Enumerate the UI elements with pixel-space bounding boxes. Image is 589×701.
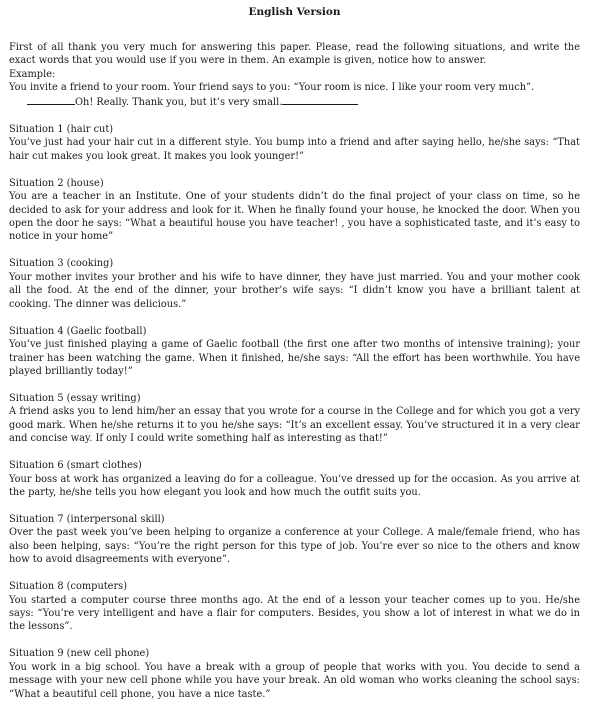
intro-text: First of all thank you very much for answering this paper. Please, read the following situations, and write the exact words that you would use if you were in them. An example is given, notice how to answer. <box>9 42 580 67</box>
situation-text: Your mother invites your brother and his wife to have dinner, they have just married. You and your mother cook all the food. At the end of the dinner, your brother’s wife says: “I didn’t know you have a brilliant talent at cooking. The dinner was delicious.” <box>9 271 580 310</box>
situation-2 <box>9 177 580 244</box>
example-label: Example: <box>9 68 56 80</box>
situation-text: You are a teacher in an Institute. One of your students didn’t do the final project of your class on time, so he decided to ask for your address and look for it. When he finally found your house, he knocked the door. When you open the door he says: “What a beautiful house you have teacher! , you have a sophisticated taste, and it’s easy to notice in your home” <box>9 191 580 243</box>
example-text: You invite a friend to your room. Your friend says to you: “Your room is nice. I like your room very much”. <box>9 82 535 94</box>
intro-section <box>9 41 580 109</box>
example-answer-line <box>9 95 580 109</box>
situation-heading: Situation 4 (Gaelic football) <box>9 325 147 337</box>
document-title: English Version <box>248 6 341 18</box>
situation-text: You’ve just finished playing a game of Gaelic football (the first one after two months of intensive training); your trainer has been watching the game. When it finished, he/she says: “All the effort has been worthwhile. You have played brilliantly today!” <box>9 339 580 377</box>
answer-blank-left <box>27 95 75 105</box>
situation-heading: Situation 7 (interpersonal skill) <box>9 513 165 525</box>
situation-heading: Situation 5 (essay writing) <box>9 392 141 404</box>
situation-8 <box>9 580 580 634</box>
situation-text: You work in a big school. You have a break with a group of people that works with you. You decide to send a message with your new cell phone while you have your break. An old woman who works cleaning the school says: “What a beautiful cell phone, you have a nice taste.” <box>9 661 580 700</box>
situation-9 <box>9 647 580 701</box>
situation-heading: Situation 3 (cooking) <box>9 258 114 270</box>
situation-6 <box>9 459 580 499</box>
situation-text: A friend asks you to lend him/her an essay that you wrote for a course in the College and for which you got a very good mark. When he/she returns it to you he/she says: “It’s an excellent essay. You’ve structured it in a very clear and concise way. If only I could write something half as interesting as that!” <box>9 406 580 445</box>
example-answer: Oh! Really. Thank you, but it’s very small. <box>75 96 283 108</box>
situation-1 <box>9 123 580 163</box>
situation-heading: Situation 8 (computers) <box>9 581 128 593</box>
situation-4 <box>9 325 580 379</box>
situation-heading: Situation 2 (house) <box>9 177 104 189</box>
situation-3 <box>9 257 580 311</box>
situation-text: Your boss at work has organized a leaving do for a colleague. You’ve dressed up for the occasion. As you arrive at the party, he/she tells you how elegant you look and how much the outfit suits you. <box>9 473 580 498</box>
situation-text: You’ve just had your hair cut in a different style. You bump into a friend and after saying hello, he/she says: “That hair cut makes you look great. It makes you look younger!” <box>9 137 580 162</box>
situation-7 <box>9 513 580 567</box>
situation-heading: Situation 1 (hair cut) <box>9 124 114 136</box>
situation-5 <box>9 392 580 446</box>
situation-heading: Situation 6 (smart clothes) <box>9 460 142 472</box>
answer-blank-right <box>282 95 358 105</box>
situation-text: You started a computer course three months ago. At the end of a lesson your teacher comes up to you. He/she says: “You’re very intelligent and have a flair for computers. Besides, you show a lot of interest in what we do in the lessons”. <box>9 594 580 633</box>
situation-heading: Situation 9 (new cell phone) <box>9 648 150 660</box>
situation-text: Over the past week you’ve been helping to organize a conference at your College. A male/female friend, who has also been helping, says: “You’re the right person for this type of job. You’re ever so nice to the others and know how to avoid disagreements with everyone”. <box>9 527 580 566</box>
